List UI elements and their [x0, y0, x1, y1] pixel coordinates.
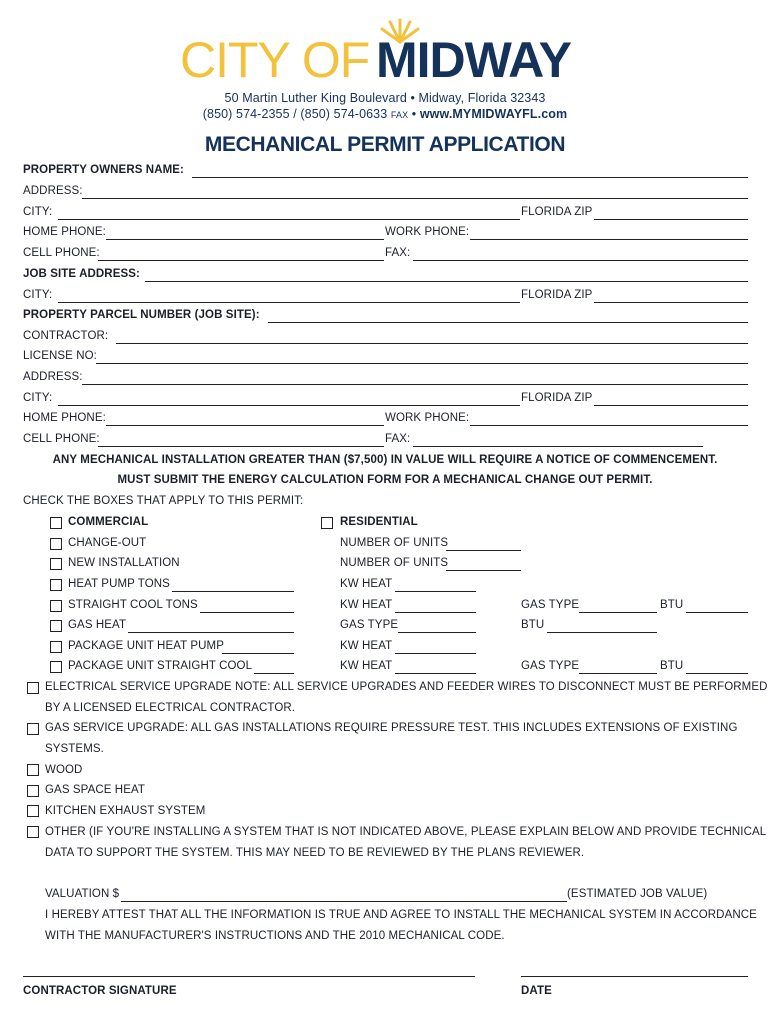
contractor-signature-field[interactable] — [23, 976, 475, 977]
job-zip-label: FLORIDA ZIP — [521, 289, 593, 301]
kw-heat-label-3: KW HEAT — [340, 640, 393, 652]
owner-cell-phone-field[interactable] — [98, 260, 384, 261]
electrical-upgrade-label: ELECTRICAL SERVICE UPGRADE NOTE: ALL SERVICE UPGRADES AND FEEDER WIRES TO DISCONNECT MUST BE PERFORMED — [45, 681, 768, 693]
commercial-checkbox[interactable] — [50, 517, 62, 529]
electrical-upgrade-label-2: BY A LICENSED ELECTRICAL CONTRACTOR. — [45, 702, 296, 714]
gas-type-field-2[interactable] — [398, 632, 476, 633]
gas-upgrade-checkbox[interactable] — [27, 723, 39, 735]
owner-name-field[interactable] — [192, 177, 748, 178]
valuation-field[interactable] — [121, 901, 567, 902]
btu-field-2[interactable] — [547, 632, 657, 633]
owner-zip-field[interactable] — [594, 219, 748, 220]
kw-heat-label-4: KW HEAT — [340, 660, 393, 672]
date-label: DATE — [521, 985, 552, 997]
contractor-signature-label: CONTRACTOR SIGNATURE — [23, 985, 177, 997]
heat-pump-tons-label: HEAT PUMP TONS — [68, 578, 170, 590]
contractor-address-label: ADDRESS: — [23, 371, 83, 383]
website-link[interactable]: www.MYMIDWAYFL.com — [419, 107, 568, 121]
contractor-cell-phone-label: CELL PHONE: — [23, 433, 100, 445]
contractor-zip-field[interactable] — [594, 405, 748, 406]
kw-heat-label-2: KW HEAT — [340, 599, 393, 611]
pkg-heat-pump-field[interactable] — [222, 653, 294, 654]
owner-address-label: ADDRESS: — [23, 185, 83, 197]
new-installation-label: NEW INSTALLATION — [68, 557, 180, 569]
job-site-label: JOB SITE ADDRESS: — [23, 268, 140, 280]
pkg-heat-pump-checkbox[interactable] — [50, 641, 62, 653]
straight-cool-tons-field[interactable] — [200, 612, 294, 613]
pkg-straight-cool-label: PACKAGE UNIT STRAIGHT COOL — [68, 660, 253, 672]
date-field[interactable] — [521, 976, 748, 977]
owner-address-field[interactable] — [82, 198, 748, 199]
gas-heat-field[interactable] — [128, 632, 294, 633]
owner-zip-label: FLORIDA ZIP — [521, 206, 593, 218]
contractor-city-label: CITY: — [23, 392, 53, 404]
logo-midway: MIDWAY — [376, 32, 571, 88]
page-title: MECHANICAL PERMIT APPLICATION — [204, 133, 566, 156]
heat-pump-tons-field[interactable] — [172, 591, 294, 592]
straight-cool-tons-checkbox[interactable] — [50, 600, 62, 612]
contractor-field[interactable] — [116, 343, 748, 344]
gas-type-label-3: GAS TYPE — [521, 660, 580, 672]
license-label: LICENSE NO: — [23, 350, 97, 362]
fax-label: FAX — [390, 110, 409, 120]
contractor-label: CONTRACTOR: — [23, 330, 109, 342]
gas-upgrade-label-2: SYSTEMS. — [45, 743, 104, 755]
attest-line-2: WITH THE MANUFACTURER'S INSTRUCTIONS AND THE 2010 MECHANICAL CODE. — [45, 930, 505, 942]
gas-type-label-1: GAS TYPE — [521, 599, 580, 611]
gas-heat-checkbox[interactable] — [50, 620, 62, 632]
wood-checkbox[interactable] — [27, 764, 39, 776]
logo-city-of: CITY OF — [180, 32, 370, 88]
contractor-work-phone-field[interactable] — [470, 425, 748, 426]
parcel-number-field[interactable] — [268, 322, 748, 323]
gas-type-field-1[interactable] — [579, 612, 657, 613]
owner-fax-label: FAX: — [385, 247, 411, 259]
check-boxes-instruction: CHECK THE BOXES THAT APPLY TO THIS PERMIT: — [23, 495, 304, 507]
owner-city-label: CITY: — [23, 206, 53, 218]
gas-type-field-3[interactable] — [579, 673, 657, 674]
job-site-field[interactable] — [145, 281, 748, 282]
contractor-fax-label: FAX: — [385, 433, 411, 445]
units-field-2[interactable] — [446, 570, 521, 571]
change-out-checkbox[interactable] — [50, 538, 62, 550]
wood-label: WOOD — [45, 764, 83, 776]
owner-city-field[interactable] — [58, 219, 520, 220]
contractor-cell-phone-field[interactable] — [98, 446, 384, 447]
job-city-field[interactable] — [58, 302, 520, 303]
valuation-suffix: (ESTIMATED JOB VALUE) — [567, 888, 708, 900]
electrical-upgrade-checkbox[interactable] — [27, 682, 39, 694]
other-label-2: DATA TO SUPPORT THE SYSTEM. THIS MAY NEED TO BE REVIEWED BY THE PLANS REVIEWER. — [45, 847, 585, 859]
straight-cool-tons-label: STRAIGHT COOL TONS — [68, 599, 198, 611]
gas-space-heat-checkbox[interactable] — [27, 785, 39, 797]
units-label-1: NUMBER OF UNITS — [340, 537, 449, 549]
units-label-2: NUMBER OF UNITS — [340, 557, 449, 569]
owner-work-phone-label: WORK PHONE: — [385, 226, 470, 238]
owner-work-phone-field[interactable] — [470, 239, 748, 240]
kw-heat-field-2[interactable] — [395, 612, 476, 613]
bullet: • — [411, 107, 417, 121]
kw-heat-field-4[interactable] — [395, 673, 476, 674]
pkg-heat-pump-label: PACKAGE UNIT HEAT PUMP — [68, 640, 224, 652]
btu-field-3[interactable] — [686, 673, 748, 674]
kw-heat-field-3[interactable] — [395, 653, 476, 654]
owner-cell-phone-label: CELL PHONE: — [23, 247, 100, 259]
valuation-label: VALUATION $ — [45, 888, 120, 900]
heat-pump-tons-checkbox[interactable] — [50, 579, 62, 591]
other-label: OTHER (IF YOU'RE INSTALLING A SYSTEM THAT IS NOT INDICATED ABOVE, PLEASE EXPLAIN BELOW AND PROVIDE TECHNICAL — [45, 826, 767, 838]
owner-fax-field[interactable] — [413, 260, 748, 261]
city-logo — [180, 18, 590, 88]
new-installation-checkbox[interactable] — [50, 558, 62, 570]
gas-heat-label: GAS HEAT — [68, 619, 127, 631]
btu-field-1[interactable] — [686, 612, 748, 613]
btu-label-1: BTU — [660, 599, 684, 611]
contractor-fax-field[interactable] — [413, 446, 703, 447]
btu-label-3: BTU — [660, 660, 684, 672]
owner-home-phone-label: HOME PHONE: — [23, 226, 106, 238]
owner-home-phone-field[interactable] — [106, 239, 384, 240]
commercial-label: COMMERCIAL — [68, 516, 149, 528]
license-field[interactable] — [96, 363, 748, 364]
notice-energy-calc: MUST SUBMIT THE ENERGY CALCULATION FORM FOR A MECHANICAL CHANGE OUT PERMIT. — [117, 474, 653, 486]
contractor-address-field[interactable] — [82, 384, 748, 385]
contractor-work-phone-label: WORK PHONE: — [385, 412, 470, 424]
contractor-zip-label: FLORIDA ZIP — [521, 392, 593, 404]
contractor-home-phone-label: HOME PHONE: — [23, 412, 106, 424]
job-zip-field[interactable] — [594, 302, 748, 303]
fax-number: (850) 574-0633 — [300, 107, 388, 121]
attest-line-1: I HEREBY ATTEST THAT ALL THE INFORMATION IS TRUE AND AGREE TO INSTALL THE MECHANICAL SYSTEM IN ACCORDANCE — [45, 909, 757, 921]
residential-label: RESIDENTIAL — [340, 516, 418, 528]
gas-type-label-2: GAS TYPE — [340, 619, 399, 631]
header-address: 50 Martin Luther King Boulevard • Midway, Florida 32343 — [224, 91, 546, 105]
units-field-1[interactable] — [446, 550, 521, 551]
parcel-number-label: PROPERTY PARCEL NUMBER (JOB SITE): — [23, 309, 260, 321]
header-contact — [0, 107, 770, 121]
notice-commencement: ANY MECHANICAL INSTALLATION GREATER THAN ($7,500) IN VALUE WILL REQUIRE A NOTICE OF COMMENCEMENT. — [52, 454, 718, 466]
phone-number: (850) 574-2355 — [202, 107, 290, 121]
contractor-home-phone-field[interactable] — [106, 425, 384, 426]
kitchen-exhaust-label: KITCHEN EXHAUST SYSTEM — [45, 805, 206, 817]
contractor-city-field[interactable] — [58, 405, 520, 406]
kw-heat-label-1: KW HEAT — [340, 578, 393, 590]
pkg-straight-cool-field[interactable] — [254, 673, 294, 674]
separator: / — [293, 107, 297, 121]
kw-heat-field-1[interactable] — [395, 591, 476, 592]
owner-name-label: PROPERTY OWNERS NAME: — [23, 164, 184, 176]
change-out-label: CHANGE-OUT — [68, 537, 147, 549]
btu-label-2: BTU — [521, 619, 545, 631]
residential-checkbox[interactable] — [321, 517, 333, 529]
gas-space-heat-label: GAS SPACE HEAT — [45, 784, 146, 796]
gas-upgrade-label: GAS SERVICE UPGRADE: ALL GAS INSTALLATIONS REQUIRE PRESSURE TEST. THIS INCLUDES EXTENSIONS OF EXISTING — [45, 722, 738, 734]
kitchen-exhaust-checkbox[interactable] — [27, 805, 39, 817]
job-city-label: CITY: — [23, 289, 53, 301]
other-checkbox[interactable] — [27, 826, 39, 838]
pkg-straight-cool-checkbox[interactable] — [50, 661, 62, 673]
